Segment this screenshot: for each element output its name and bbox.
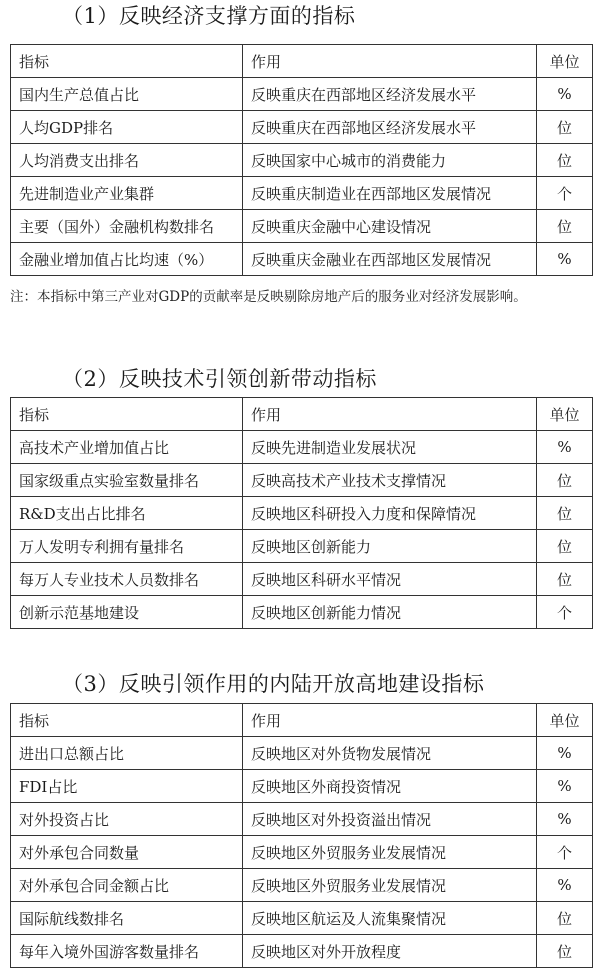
role-cell: 反映地区外贸服务业发展情况 [243, 869, 537, 902]
table-row [11, 596, 593, 629]
table-row [11, 530, 593, 563]
table-row [11, 836, 593, 869]
indicator-cell: 对外承包合同金额占比 [11, 869, 243, 902]
table-row [11, 144, 593, 177]
role-cell: 反映地区创新能力 [243, 530, 537, 563]
role-cell: 反映高技术产业技术支撑情况 [243, 464, 537, 497]
table-row [11, 497, 593, 530]
unit-cell: 位 [537, 563, 593, 596]
header-indicator-cell: 指标 [11, 398, 243, 431]
role-cell: 反映地区科研水平情况 [243, 563, 537, 596]
table-row [11, 243, 593, 276]
unit-cell: 位 [537, 464, 593, 497]
header-role-cell: 作用 [243, 704, 537, 737]
indicator-cell: 对外承包合同数量 [11, 836, 243, 869]
indicator-cell: 主要（国外）金融机构数排名 [11, 210, 243, 243]
unit-cell: 位 [537, 935, 593, 968]
role-cell: 反映重庆制造业在西部地区发展情况 [243, 177, 537, 210]
role-cell: 反映重庆金融业在西部地区发展情况 [243, 243, 537, 276]
header-role-cell: 作用 [243, 45, 537, 78]
table-row [11, 737, 593, 770]
table-row [11, 563, 593, 596]
unit-cell: % [537, 737, 593, 770]
header-indicator-cell: 指标 [11, 704, 243, 737]
unit-cell: % [537, 770, 593, 803]
role-cell: 反映先进制造业发展状况 [243, 431, 537, 464]
indicator-cell: 创新示范基地建设 [11, 596, 243, 629]
unit-cell: 个 [537, 177, 593, 210]
role-cell: 反映地区对外货物发展情况 [243, 737, 537, 770]
role-cell: 反映地区创新能力情况 [243, 596, 537, 629]
header-unit-cell: 单位 [537, 45, 593, 78]
unit-cell: 位 [537, 530, 593, 563]
table-row [11, 803, 593, 836]
section-1-title: （1）反映经济支撑方面的指标 [62, 4, 356, 28]
table-header-row [11, 704, 593, 737]
section-3-title: （3）反映引领作用的内陆开放高地建设指标 [62, 672, 485, 696]
table-row [11, 935, 593, 968]
role-cell: 反映地区科研投入力度和保障情况 [243, 497, 537, 530]
unit-cell: % [537, 431, 593, 464]
indicator-cell: 金融业增加值占比均速（%） [11, 243, 243, 276]
indicator-cell: 每万人专业技术人员数排名 [11, 563, 243, 596]
unit-cell: 位 [537, 144, 593, 177]
unit-cell: % [537, 869, 593, 902]
role-cell: 反映地区对外开放程度 [243, 935, 537, 968]
table-row [11, 210, 593, 243]
section-1-note: 注：本指标中第三产业对GDP的贡献率是反映剔除房地产后的服务业对经济发展影响。 [10, 289, 527, 305]
indicator-cell: 国内生产总值占比 [11, 78, 243, 111]
unit-cell: 个 [537, 596, 593, 629]
role-cell: 反映地区外贸服务业发展情况 [243, 836, 537, 869]
header-unit-cell: 单位 [537, 704, 593, 737]
indicator-cell: 万人发明专利拥有量排名 [11, 530, 243, 563]
section-2-title: （2）反映技术引领创新带动指标 [62, 367, 377, 391]
indicator-cell: 先进制造业产业集群 [11, 177, 243, 210]
header-role-cell: 作用 [243, 398, 537, 431]
indicator-cell: R&D支出占比排名 [11, 497, 243, 530]
indicator-cell: 对外投资占比 [11, 803, 243, 836]
table-row [11, 869, 593, 902]
indicator-cell: 国际航线数排名 [11, 902, 243, 935]
indicator-cell: FDI占比 [11, 770, 243, 803]
table-row [11, 78, 593, 111]
role-cell: 反映地区对外投资溢出情况 [243, 803, 537, 836]
unit-cell: 位 [537, 497, 593, 530]
indicator-cell: 高技术产业增加值占比 [11, 431, 243, 464]
indicator-cell: 每年入境外国游客数量排名 [11, 935, 243, 968]
indicator-cell: 国家级重点实验室数量排名 [11, 464, 243, 497]
table-row [11, 902, 593, 935]
header-unit-cell: 单位 [537, 398, 593, 431]
role-cell: 反映重庆金融中心建设情况 [243, 210, 537, 243]
table-header-row [11, 45, 593, 78]
table-economic-support [10, 44, 593, 276]
table-tech-innovation [10, 397, 593, 629]
table-row [11, 111, 593, 144]
role-cell: 反映地区外商投资情况 [243, 770, 537, 803]
table-row [11, 464, 593, 497]
unit-cell: % [537, 243, 593, 276]
table-row [11, 431, 593, 464]
unit-cell: 个 [537, 836, 593, 869]
indicator-cell: 人均GDP排名 [11, 111, 243, 144]
role-cell: 反映国家中心城市的消费能力 [243, 144, 537, 177]
unit-cell: 位 [537, 111, 593, 144]
table-row [11, 177, 593, 210]
indicator-cell: 人均消费支出排名 [11, 144, 243, 177]
role-cell: 反映地区航运及人流集聚情况 [243, 902, 537, 935]
unit-cell: % [537, 78, 593, 111]
unit-cell: % [537, 803, 593, 836]
table-header-row [11, 398, 593, 431]
unit-cell: 位 [537, 210, 593, 243]
indicator-cell: 进出口总额占比 [11, 737, 243, 770]
table-row [11, 770, 593, 803]
table-inland-opening [10, 703, 593, 968]
role-cell: 反映重庆在西部地区经济发展水平 [243, 78, 537, 111]
unit-cell: 位 [537, 902, 593, 935]
header-indicator-cell: 指标 [11, 45, 243, 78]
role-cell: 反映重庆在西部地区经济发展水平 [243, 111, 537, 144]
